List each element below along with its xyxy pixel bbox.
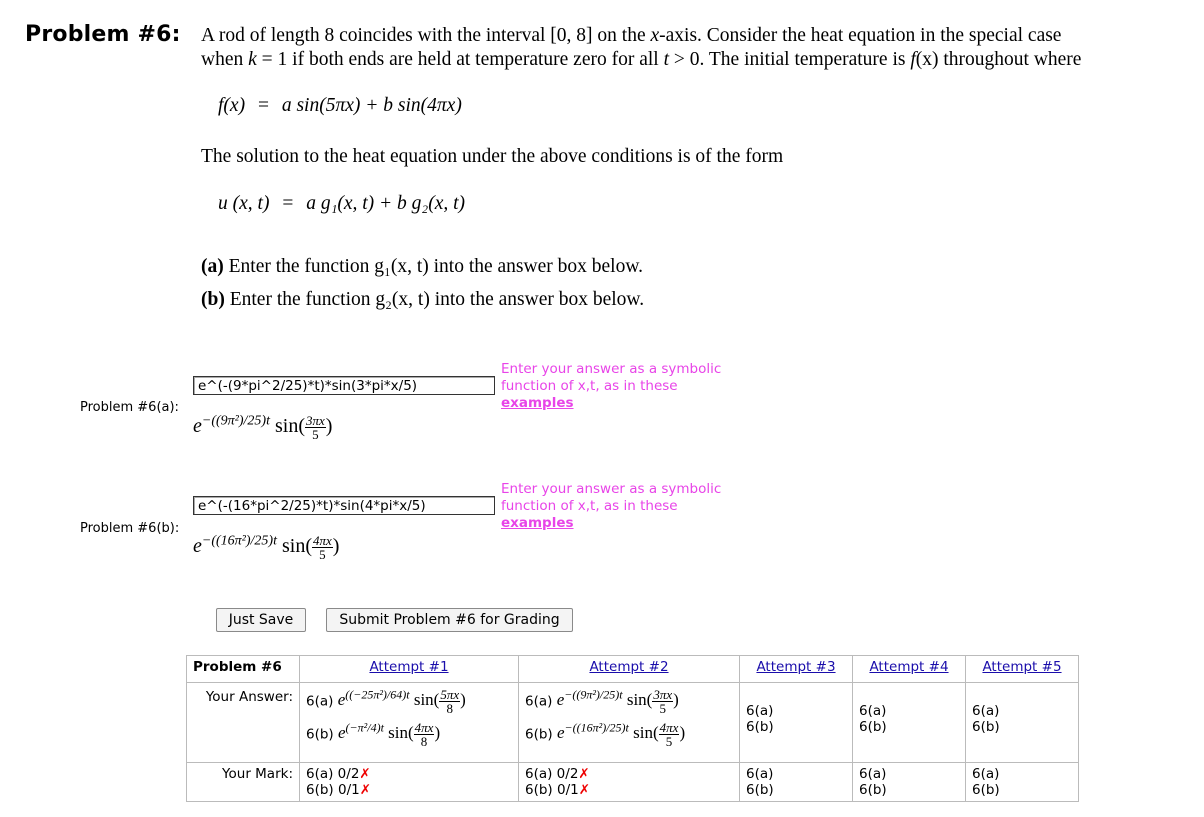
attempt-5-answer: 6(a) 6(b) — [966, 683, 1079, 763]
attempt-5-link[interactable]: Attempt #5 — [982, 659, 1062, 675]
answer-a-rendered: $e^{-((9\pi^2)/25)t}$ sin( $\frac{3\pi x}{5}$ ) — [193, 413, 333, 442]
header-attempt-3 — [740, 656, 853, 683]
answer-b-hint: Enter your answer as a symbolic function of x,t, as in these examples — [501, 481, 722, 531]
attempt-1-answer: 6(a) $e^{((-25\pi^2)/64)t}$ sin( $\frac{5\pi x}{8}$ ) 6(b) $e^{(-\pi^2/4)t}$ sin( $\frac{4\pi x}{8}$ ) — [300, 683, 519, 763]
submit-grading-button[interactable]: Submit Problem #6 for Grading — [326, 608, 573, 632]
table-corner: Problem #6 — [187, 656, 300, 683]
examples-link-b[interactable]: examples — [501, 515, 574, 531]
answer-b-label: Problem #6(b): — [80, 521, 180, 536]
part-a-instruction: (a) Enter the function g₁(x, t) into the answer box below. — [201, 256, 644, 277]
attempt-3-answer: 6(a) 6(b) — [740, 683, 853, 763]
header-attempt-5 — [966, 656, 1079, 683]
problem-title: Problem #6: — [25, 22, 181, 47]
attempt-4-mark: 6(a) 6(b) — [853, 763, 966, 802]
answer-b-rendered: $e^{-((16\pi^2)/25)t}$ sin( $\frac{4\pi x}{5}$ ) — [193, 533, 340, 562]
attempt-1-link[interactable]: Attempt #1 — [369, 659, 449, 675]
attempt-4-link[interactable]: Attempt #4 — [869, 659, 949, 675]
wrong-mark-icon: ✗ — [578, 782, 591, 798]
wrong-mark-icon: ✗ — [359, 782, 372, 798]
statement-line-2: when k = 1 if both ends are held at temperature zero for all t > 0. The initial temperature is f(x) throughout where — [201, 49, 1082, 70]
attempts-table — [186, 655, 1079, 802]
attempt-3-mark: 6(a) 6(b) — [740, 763, 853, 802]
just-save-button[interactable]: Just Save — [216, 608, 306, 632]
row-label-mark: Your Mark: — [187, 763, 300, 802]
header-attempt-4 — [853, 656, 966, 683]
header-attempt-2 — [519, 656, 740, 683]
answer-a-input[interactable]: e^(-(9*pi^2/25)*t)*sin(3*pi*x/5) — [193, 376, 495, 395]
wrong-mark-icon: ✗ — [359, 766, 371, 782]
statement-line-1: A rod of length 8 coincides with the interval [0, 8] on the x-axis. Consider the heat equation in the special case — [201, 25, 1062, 46]
part-b-instruction: (b) Enter the function g₂(x, t) into the answer box below. — [201, 289, 645, 310]
answer-a-hint: Enter your answer as a symbolic function of x,t, as in these examples — [501, 361, 722, 411]
attempt-4-answer: 6(a) 6(b) — [853, 683, 966, 763]
attempt-2-answer: 6(a) $e^{-((9\pi^2)/25)t}$ sin( $\frac{3\pi x}{5}$ ) 6(b) $e^{-((16\pi^2)/25)t}$ sin( $\frac{4\pi x}{5}$ ) — [519, 683, 740, 763]
attempt-5-mark: 6(a) 6(b) — [966, 763, 1079, 802]
examples-link-a[interactable]: examples — [501, 395, 574, 411]
row-label-answer: Your Answer: — [187, 683, 300, 763]
header-attempt-1 — [300, 656, 519, 683]
fx-equation: f(x) = a sin(5πx) + b sin(4πx) — [218, 95, 462, 116]
attempt-3-link[interactable]: Attempt #3 — [756, 659, 836, 675]
wrong-mark-icon: ✗ — [578, 766, 590, 782]
solution-intro: The solution to the heat equation under the above conditions is of the form — [201, 146, 784, 167]
answer-b-input[interactable]: e^(-(16*pi^2/25)*t)*sin(4*pi*x/5) — [193, 496, 495, 515]
u-equation: u (x, t) = a g₁(x, t) + b g₂(x, t) — [218, 193, 466, 214]
attempt-1-mark: 6(a) 0/2✗ 6(b) 0/1✗ — [300, 763, 519, 802]
answer-a-label: Problem #6(a): — [80, 400, 179, 415]
attempt-2-link[interactable]: Attempt #2 — [589, 659, 669, 675]
attempt-2-mark: 6(a) 0/2✗ 6(b) 0/1✗ — [519, 763, 740, 802]
